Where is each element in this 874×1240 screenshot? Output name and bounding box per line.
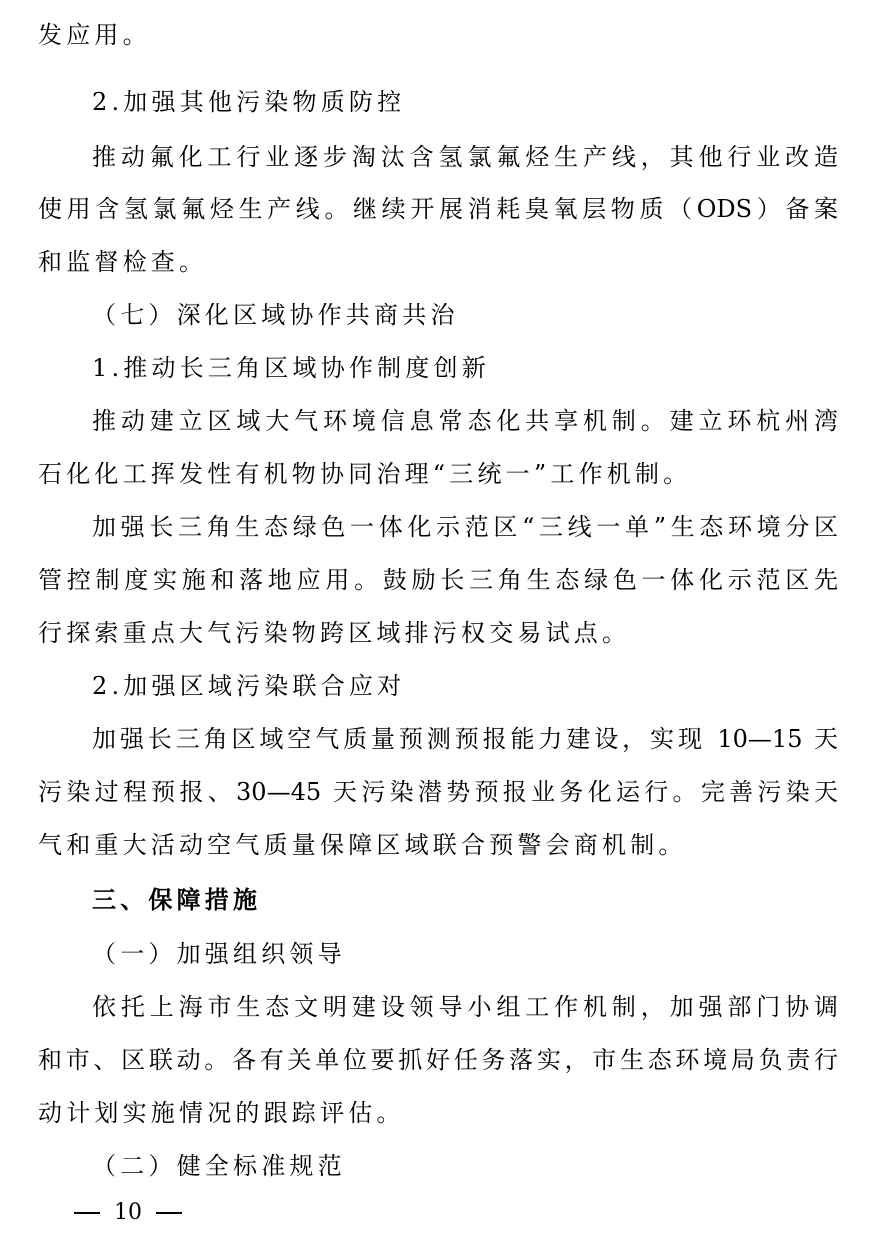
paragraph-line: 和监督检查。 [38, 248, 208, 276]
subsection-heading: 2.加强其他污染物质防控 [92, 88, 406, 116]
paragraph-line: 推动建立区域大气环境信息常态化共享机制。建立环杭州湾 [92, 407, 838, 435]
paragraph-line: 污染过程预报、30—45 天污染潜势预报业务化运行。完善污染天 [38, 778, 838, 806]
section-heading: （七）深化区域协作共商共治 [92, 301, 459, 329]
paragraph-line: 使用含氢氯氟烃生产线。继续开展消耗臭氧层物质（ODS）备案 [38, 195, 838, 223]
paragraph-line: 加强长三角区域空气质量预测预报能力建设，实现 10—15 天 [92, 725, 838, 753]
paragraph-line: 发应用。 [38, 21, 151, 49]
page-number: 10 [114, 1200, 142, 1225]
subsection-heading: 1.推动长三角区域协作制度创新 [92, 354, 490, 382]
paragraph-line: 管控制度实施和落地应用。鼓励长三角生态绿色一体化示范区先 [38, 566, 838, 594]
footer-dash-right [156, 1212, 182, 1214]
paragraph-line: 加强长三角生态绿色一体化示范区“三线一单”生态环境分区 [92, 513, 838, 541]
section-heading: （二）健全标准规范 [92, 1152, 346, 1180]
paragraph-line: 推动氟化工行业逐步淘汰含氢氯氟烃生产线，其他行业改造 [92, 143, 838, 171]
page-footer [60, 1198, 196, 1228]
paragraph-line: 和市、区联动。各有关单位要抓好任务落实，市生态环境局负责行 [38, 1046, 838, 1074]
paragraph-line: 行探索重点大气污染物跨区域排污权交易试点。 [38, 619, 631, 647]
subsection-heading: 2.加强区域污染联合应对 [92, 672, 406, 700]
footer-dash-left [74, 1212, 100, 1214]
chapter-heading: 三、保障措施 [92, 886, 262, 914]
paragraph-line: 石化化工挥发性有机物协同治理“三统一”工作机制。 [38, 460, 692, 488]
paragraph-line: 动计划实施情况的跟踪评估。 [38, 1099, 405, 1127]
paragraph-line: 依托上海市生态文明建设领导小组工作机制，加强部门协调 [92, 993, 838, 1021]
paragraph-line: 气和重大活动空气质量保障区域联合预警会商机制。 [38, 831, 687, 859]
section-heading: （一）加强组织领导 [92, 940, 346, 968]
